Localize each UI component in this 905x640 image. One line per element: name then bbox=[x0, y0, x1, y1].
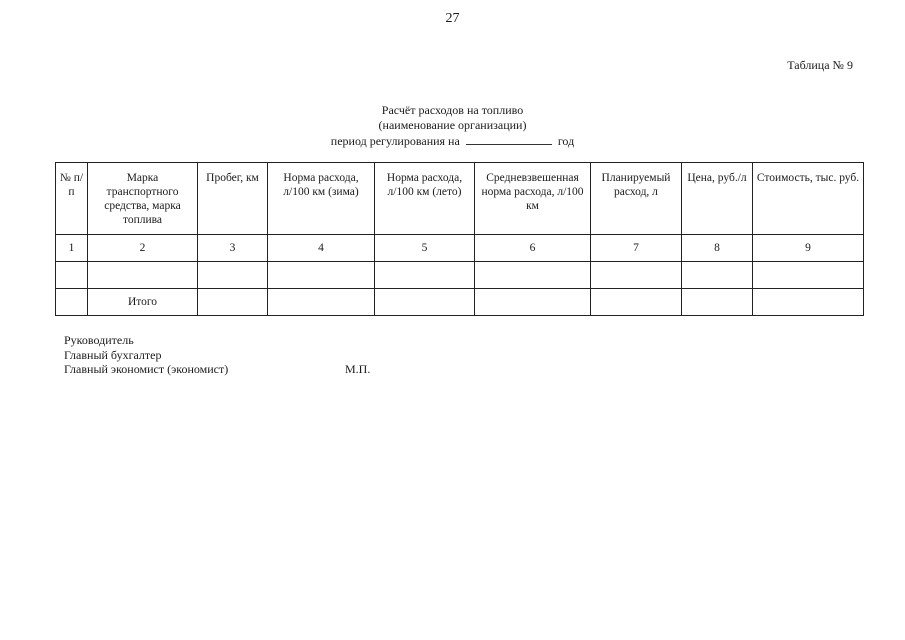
table-cell bbox=[198, 262, 268, 289]
period-line bbox=[0, 133, 905, 149]
table-cell bbox=[753, 262, 864, 289]
column-number: 3 bbox=[198, 235, 268, 262]
column-header: Марка транспортного средства, марка топлива bbox=[88, 163, 198, 235]
column-number: 7 bbox=[591, 235, 682, 262]
heading bbox=[0, 103, 905, 149]
column-header: Норма расхода, л/100 км (зима) bbox=[268, 163, 375, 235]
table-cell bbox=[268, 262, 375, 289]
column-number-row bbox=[56, 235, 864, 262]
table-cell bbox=[591, 262, 682, 289]
table-cell bbox=[375, 289, 475, 316]
table-cell bbox=[198, 289, 268, 316]
table-cell bbox=[88, 262, 198, 289]
signature-chief-accountant: Главный бухгалтер bbox=[64, 347, 162, 362]
column-number: 6 bbox=[475, 235, 591, 262]
column-number: 1 bbox=[56, 235, 88, 262]
table-cell bbox=[682, 289, 753, 316]
column-header: Стоимость, тыс. руб. bbox=[753, 163, 864, 235]
table-cell bbox=[591, 289, 682, 316]
column-number: 8 bbox=[682, 235, 753, 262]
table-cell bbox=[56, 262, 88, 289]
column-header: Норма расхода, л/100 км (лето) bbox=[375, 163, 475, 235]
column-number: 2 bbox=[88, 235, 198, 262]
table-cell bbox=[753, 289, 864, 316]
column-number: 4 bbox=[268, 235, 375, 262]
page-number: 27 bbox=[445, 11, 460, 26]
total-label: Итого bbox=[88, 289, 198, 316]
stamp-label: М.П. bbox=[345, 362, 371, 376]
column-number: 9 bbox=[753, 235, 864, 262]
fuel-cost-table bbox=[55, 162, 864, 316]
period-prefix: период регулирования на bbox=[330, 134, 460, 148]
period-blank bbox=[466, 133, 552, 145]
period-suffix: год bbox=[557, 134, 575, 148]
organization-placeholder: (наименование организации) bbox=[378, 118, 527, 132]
table-cell bbox=[475, 289, 591, 316]
table-cell bbox=[682, 262, 753, 289]
heading-title: Расчёт расходов на топливо bbox=[381, 103, 524, 117]
column-number: 5 bbox=[375, 235, 475, 262]
table-cell bbox=[56, 289, 88, 316]
column-header: Цена, руб./л bbox=[682, 163, 753, 235]
table-cell bbox=[375, 262, 475, 289]
column-header: Средневзвешенная норма расхода, л/100 км bbox=[475, 163, 591, 235]
table-row bbox=[56, 262, 864, 289]
table-cell bbox=[475, 262, 591, 289]
table-caption: Таблица № 9 bbox=[787, 58, 853, 72]
signature-block bbox=[64, 333, 228, 377]
total-row bbox=[56, 289, 864, 316]
signature-director: Руководитель bbox=[64, 333, 134, 347]
signature-chief-economist: Главный экономист (экономист) bbox=[64, 362, 229, 376]
column-header: Пробег, км bbox=[198, 163, 268, 235]
column-header: Планируемый расход, л bbox=[591, 163, 682, 235]
column-header: № п/п bbox=[56, 163, 88, 235]
table-cell bbox=[268, 289, 375, 316]
table-header-row bbox=[56, 163, 864, 235]
